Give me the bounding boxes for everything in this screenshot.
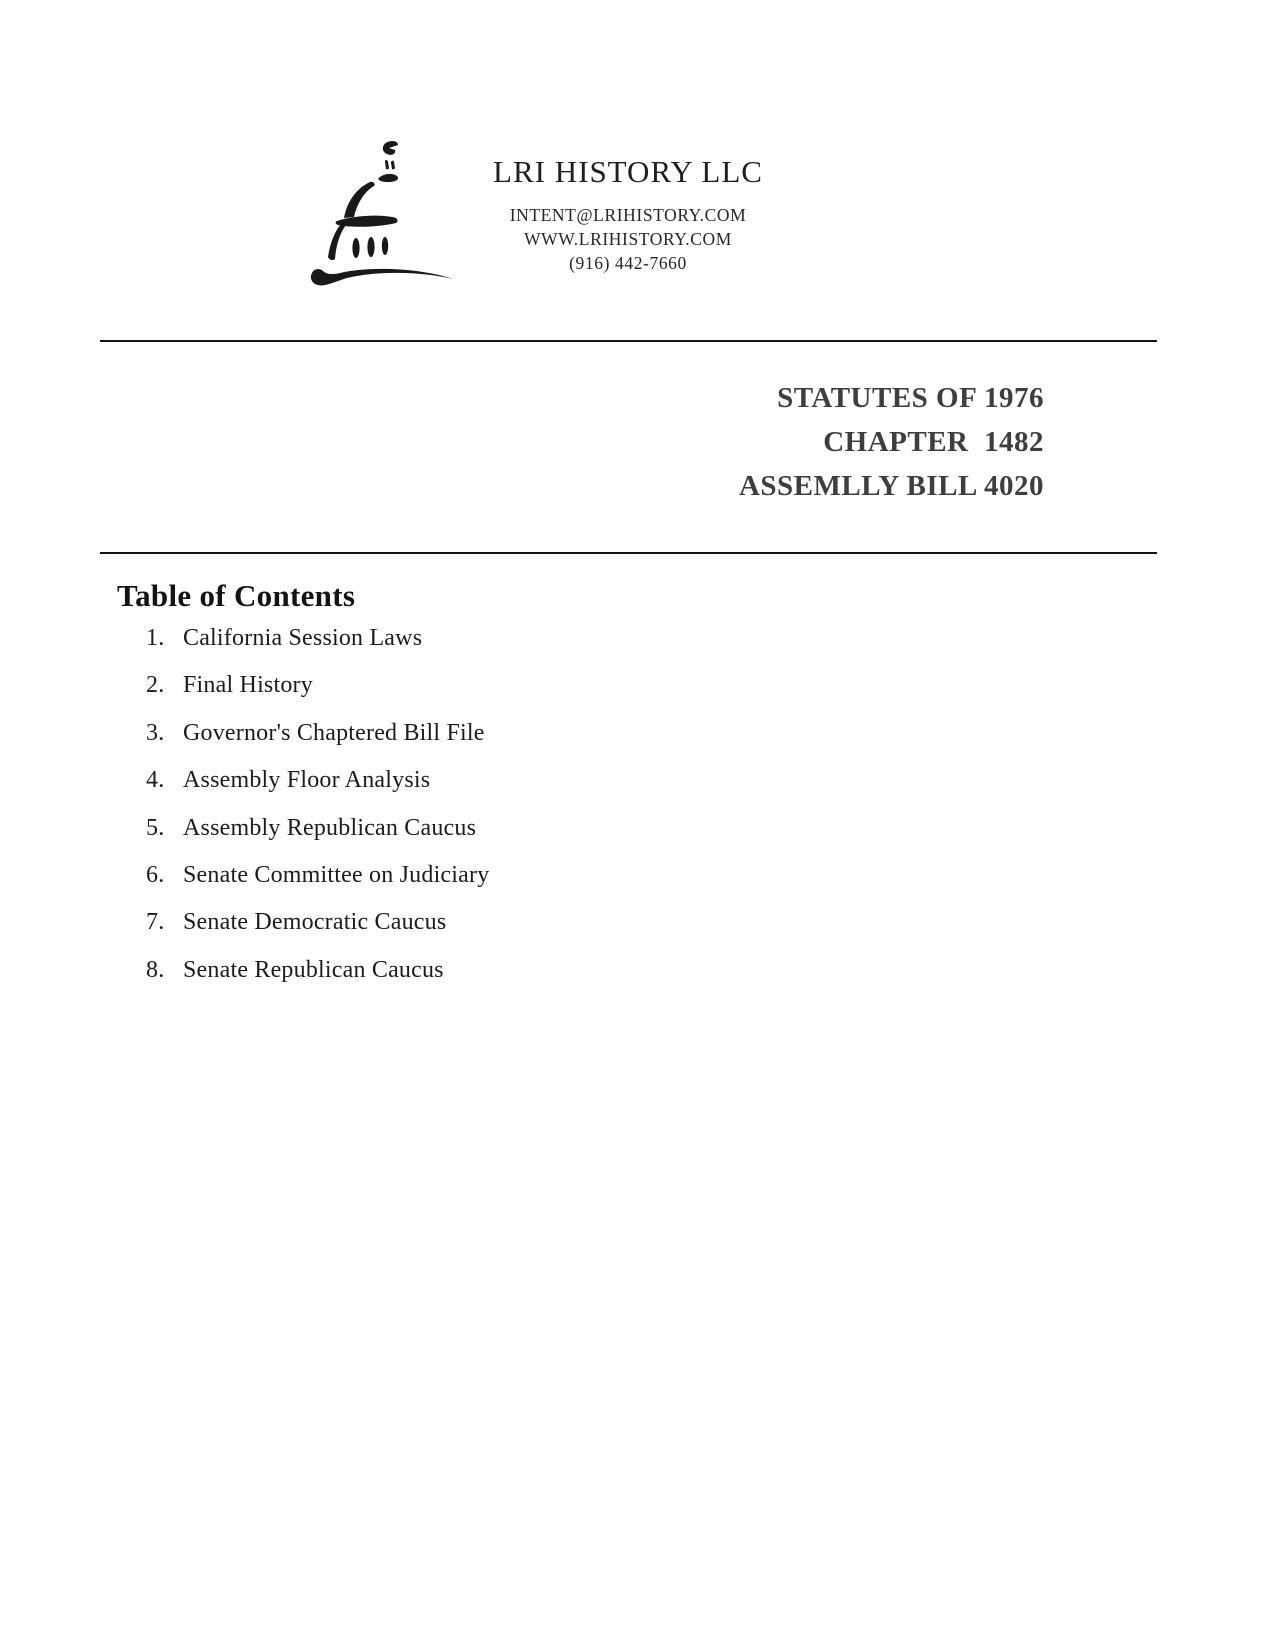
toc-item-label: Senate Democratic Caucus (183, 909, 447, 936)
title-line-bill: ASSEMLLY BILL 4020 (738, 470, 1044, 502)
title-line-statutes: STATUTES OF 1976 (777, 382, 1044, 414)
toc-item-number: 8. (146, 956, 165, 983)
toc-item-label: Final History (183, 672, 313, 699)
toc-item (146, 814, 489, 843)
toc-item (146, 956, 489, 985)
toc-list (146, 624, 489, 1003)
toc-item-label: Assembly Floor Analysis (183, 767, 431, 794)
toc-item (146, 624, 489, 653)
toc-item-label: Governor's Chaptered Bill File (183, 719, 485, 746)
letterhead (452, 152, 804, 275)
horizontal-rule-top (100, 340, 1157, 342)
toc-item-label: Senate Republican Caucus (183, 956, 444, 983)
title-line-chapter: CHAPTER 1482 (823, 426, 1044, 458)
toc-item-number: 5. (146, 814, 165, 841)
document-title-block (739, 376, 1044, 508)
toc-item (146, 719, 489, 748)
toc-item-number: 2. (146, 672, 165, 699)
toc-item-number: 7. (146, 909, 165, 936)
toc-item-label: California Session Laws (183, 625, 423, 651)
horizontal-rule-bottom (100, 552, 1157, 554)
toc-item-number: 3. (146, 719, 165, 746)
toc-item-label: Assembly Republican Caucus (183, 814, 477, 841)
toc-item-number: 6. (146, 861, 165, 888)
toc-item-label: Senate Committee on Judiciary (183, 861, 490, 888)
toc-item (146, 908, 489, 937)
company-phone: (916) 442-7660 (569, 253, 687, 273)
toc-item (146, 861, 489, 890)
toc-item (146, 671, 489, 700)
toc-item-number: 4. (146, 767, 165, 794)
company-name: LRI HISTORY LLC (493, 154, 763, 189)
toc-heading: Table of Contents (117, 578, 356, 613)
toc-item-number: 1. (146, 625, 165, 651)
company-email: INTENT@LRIHISTORY.COM (509, 205, 747, 225)
capitol-dome-icon (285, 120, 457, 296)
company-website: WWW.LRIHISTORY.COM (524, 229, 732, 249)
toc-item (146, 766, 489, 795)
